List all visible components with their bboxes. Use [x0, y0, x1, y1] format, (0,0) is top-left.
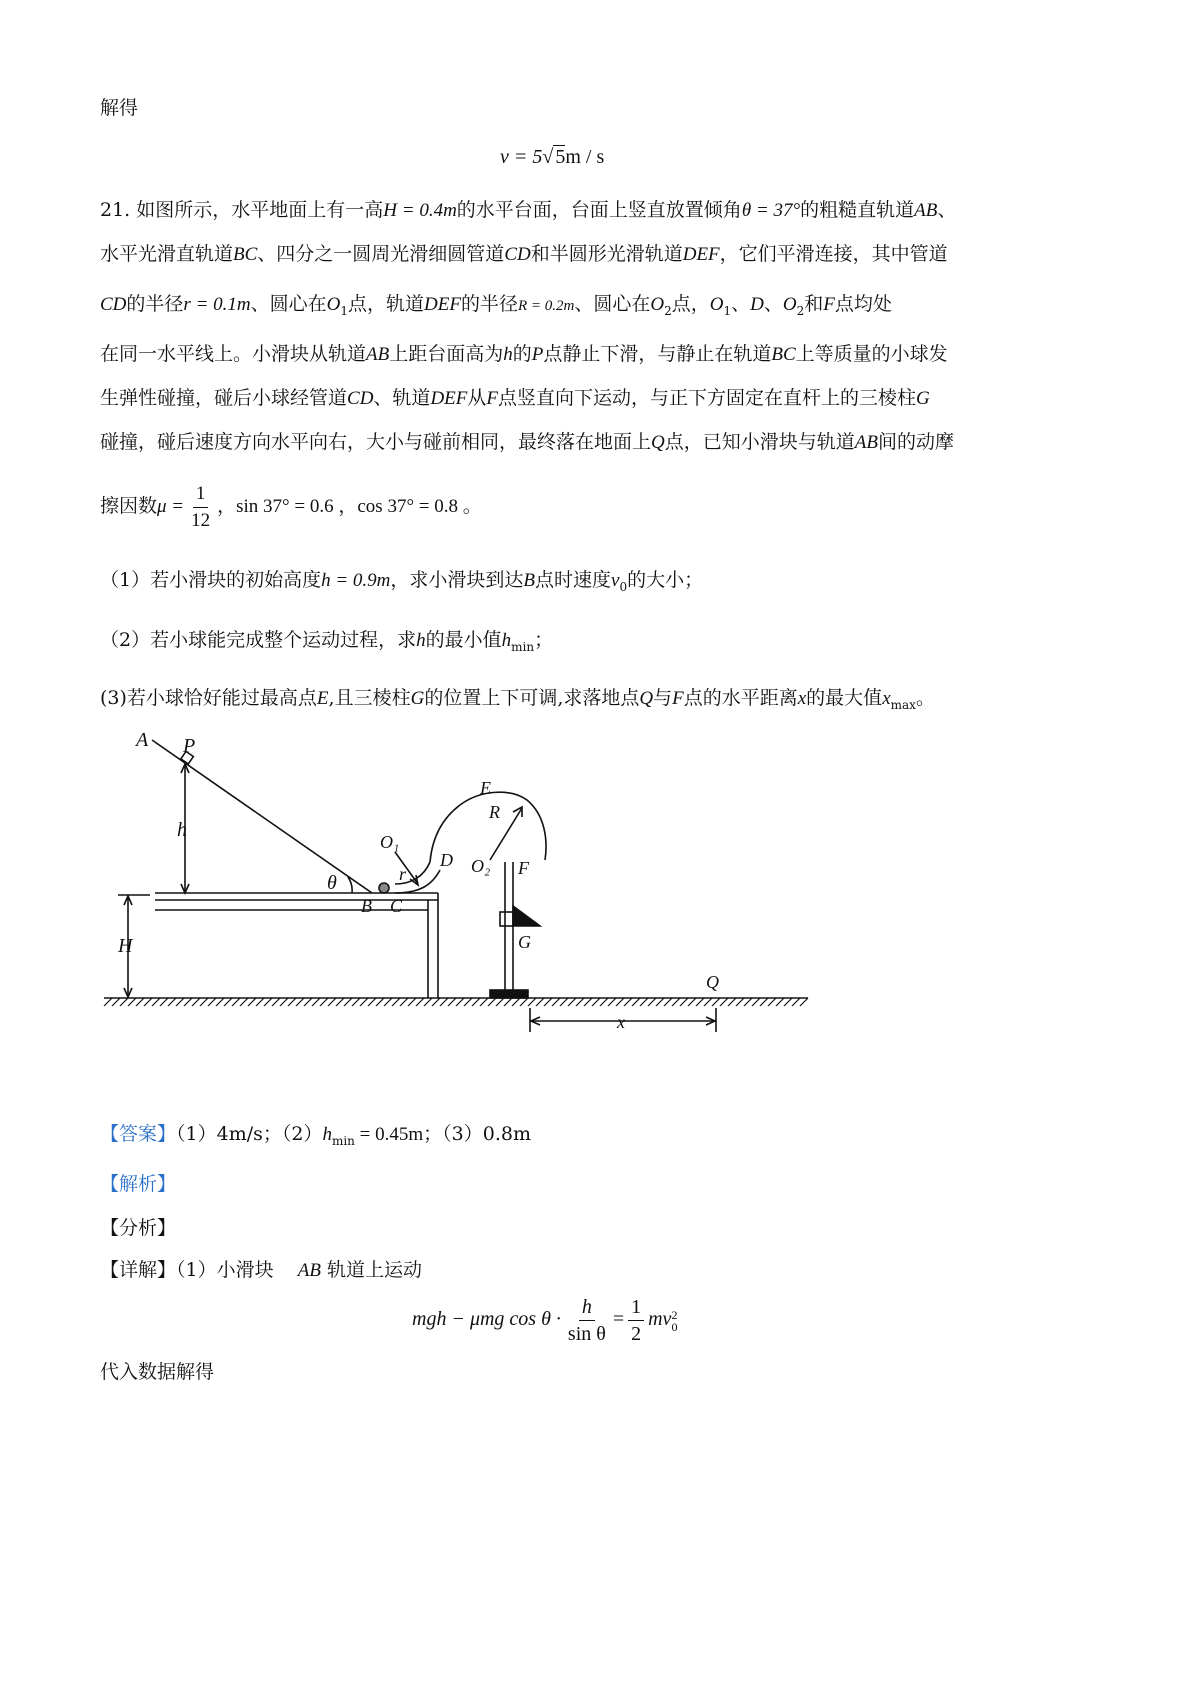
text: 水平光滑直轨道	[100, 243, 234, 265]
math: R = 0.2m	[517, 298, 575, 314]
ball	[379, 883, 389, 893]
math: G	[410, 688, 425, 709]
detail-line	[100, 1256, 422, 1285]
text: 点均处	[834, 293, 892, 315]
text: （2）若小球能完成整个运动过程，求	[100, 629, 417, 651]
half-fraction	[628, 1294, 644, 1347]
text: 擦因数	[100, 495, 158, 517]
text: （1）4m/s；（2）	[176, 1123, 323, 1145]
math: =	[612, 1308, 625, 1331]
text: 点的水平距离	[683, 687, 798, 709]
fenxi-tag: 【分析】	[100, 1217, 177, 1239]
text: 轨道上运动	[327, 1259, 423, 1281]
text: 、圆心在	[574, 293, 651, 315]
math: h	[416, 630, 426, 651]
text: 和半圆形光滑轨道	[530, 243, 683, 265]
math: D	[750, 294, 764, 315]
physics-diagram	[96, 729, 896, 1100]
math: CD	[504, 244, 531, 265]
num-text: h	[581, 1296, 592, 1318]
text: 点，	[671, 293, 710, 315]
text: 的半径	[126, 293, 184, 315]
problem-21-line-3	[100, 290, 892, 325]
math: O	[650, 294, 665, 315]
question-1	[100, 566, 703, 601]
math: AB	[854, 432, 878, 453]
math: h = 0.9m	[321, 570, 391, 591]
subsup	[671, 1309, 677, 1333]
math: mv	[648, 1308, 672, 1331]
punct: ；	[534, 629, 554, 651]
math: mgh − μmg cos θ ·	[412, 1308, 561, 1331]
text: 、圆心在	[250, 293, 327, 315]
math: v	[611, 570, 620, 591]
mu-fraction	[188, 481, 213, 534]
sub: 0	[619, 579, 628, 594]
answer-tag: 【答案】	[100, 1123, 177, 1145]
problem-21-line-6	[100, 428, 954, 457]
text: 点竖直向下运动，与正下方固定在直杆上的三棱柱	[498, 387, 917, 409]
num: 1	[193, 481, 209, 508]
text: 点时速度	[535, 569, 612, 591]
math: BC	[771, 344, 796, 365]
label-F: F	[518, 858, 529, 878]
math: H = 0.4m	[383, 200, 457, 221]
math: CD	[347, 388, 374, 409]
problem-21-line-2	[100, 240, 948, 269]
den-text: sin θ	[567, 1323, 606, 1345]
label-h: h	[177, 819, 187, 841]
text: （1）若小滑块的初始高度	[100, 569, 322, 591]
sub: 0	[671, 1319, 678, 1334]
substitute-line: 代入数据解得	[100, 1361, 215, 1383]
sub: max	[890, 697, 916, 712]
text: 的半径	[460, 293, 518, 315]
problem-21-line-7	[100, 478, 482, 535]
text: 的最小值	[425, 629, 502, 651]
num	[579, 1294, 595, 1321]
math: ，sin 37° = 0.6 ，cos 37° = 0.8 。	[217, 496, 482, 517]
math: = 0.45m	[354, 1124, 424, 1145]
problem-21-line-4	[100, 340, 948, 369]
label-Q: Q	[706, 972, 719, 992]
sub: 2	[664, 303, 672, 318]
sub: 2	[796, 303, 805, 318]
math: AB	[297, 1260, 321, 1281]
text: 点，已知小滑块与轨道	[664, 431, 855, 453]
label-A: A	[136, 729, 149, 751]
label-O2: O₂	[471, 856, 491, 876]
energy-equation	[412, 1294, 677, 1347]
math: h	[322, 1124, 332, 1145]
math: AB	[914, 200, 938, 221]
analysis-tag: 【解析】	[100, 1173, 177, 1195]
text: 、四分之一圆周光滑细圆管道	[257, 243, 505, 265]
math: h	[501, 630, 512, 651]
figure-labels	[117, 729, 719, 1032]
prism-clamp	[500, 912, 513, 926]
label-R: R	[489, 802, 500, 822]
math: x	[797, 688, 807, 709]
math: r = 0.1m	[183, 294, 251, 315]
punct: 。	[915, 687, 935, 709]
answer-line	[100, 1120, 531, 1155]
math: μ =	[157, 496, 185, 517]
math: O	[709, 294, 724, 315]
text: 碰撞，碰后速度方向水平向右，大小与碰前相同，最终落在地面上	[100, 431, 652, 453]
v-eq: v = 5	[500, 146, 543, 168]
text: 间的动摩	[877, 431, 954, 453]
prism-G	[513, 906, 540, 926]
text: 的最大值	[806, 687, 883, 709]
math: O	[326, 294, 341, 315]
math: DEF	[682, 244, 720, 265]
label-E: E	[480, 778, 491, 798]
math: DEF	[430, 388, 468, 409]
text: 点静止下滑，与静止在轨道	[543, 343, 772, 365]
math: O	[782, 294, 797, 315]
num: 1	[628, 1294, 644, 1321]
math: BC	[233, 244, 258, 265]
label-C: C	[390, 896, 403, 916]
text: 的粗糙直轨道	[800, 199, 915, 221]
velocity-equation	[500, 146, 604, 169]
label-D: D	[440, 850, 453, 870]
problem-21-line-1	[100, 196, 956, 225]
math: F	[486, 388, 498, 409]
text: ，求小滑块到达	[390, 569, 524, 591]
pole-base	[490, 990, 528, 998]
label-theta: θ	[327, 872, 337, 894]
text: 的水平台面，台面上竖直放置倾角	[456, 199, 742, 221]
text: （1）小滑块	[176, 1259, 274, 1281]
v-sqrt: 5	[555, 146, 566, 168]
den: 12	[191, 509, 211, 531]
sqrt-sign: √	[542, 146, 554, 168]
text: 点，轨道	[348, 293, 425, 315]
math: AB	[366, 344, 390, 365]
punct: 、	[937, 199, 957, 221]
text: ,且三棱柱	[328, 687, 411, 709]
label-O1: O₁	[380, 832, 400, 852]
text: 上等质量的小球发	[795, 343, 948, 365]
math: h	[503, 344, 513, 365]
math: P	[531, 344, 544, 365]
label-P: P	[183, 735, 196, 757]
label-H: H	[118, 935, 133, 957]
text: 的	[512, 343, 532, 365]
den: 2	[631, 1323, 642, 1345]
label-B: B	[361, 896, 372, 916]
math: CD	[100, 294, 127, 315]
math: Q	[651, 432, 665, 453]
math: F	[672, 688, 684, 709]
sub: 1	[340, 303, 348, 318]
detail-tag: 【详解】	[100, 1259, 177, 1281]
question-2	[100, 626, 553, 661]
ground-hatching	[104, 998, 808, 1006]
text: 的大小；	[627, 569, 704, 591]
sup: 2	[671, 1307, 678, 1322]
math: G	[916, 388, 930, 409]
solve-label: 解得	[100, 97, 139, 119]
sub: min	[511, 639, 535, 654]
text: ，它们平滑连接，其中管道	[719, 243, 948, 265]
text: 、轨道	[373, 387, 431, 409]
math: θ = 37°	[741, 200, 801, 221]
text: 在同一水平线上。小滑块从轨道	[100, 343, 367, 365]
punct: 、	[763, 293, 783, 315]
text: 如图所示，水平地面上有一高	[136, 199, 384, 221]
v-unit: m / s	[565, 146, 605, 168]
energy-fraction	[565, 1294, 609, 1347]
problem-number: 21.	[100, 199, 131, 221]
text: 与	[653, 687, 673, 709]
math: E	[316, 688, 329, 709]
text: 从	[467, 387, 487, 409]
label-r: r	[399, 864, 407, 884]
problem-21-line-5	[100, 384, 930, 413]
sub: 1	[723, 303, 732, 318]
label-G: G	[518, 932, 531, 952]
math: F	[823, 294, 835, 315]
math: Q	[639, 688, 654, 709]
text: 生弹性碰撞，碰后小球经管道	[100, 387, 348, 409]
math: DEF	[424, 294, 461, 315]
math: B	[523, 570, 536, 591]
text: (3)若小球恰好能过最高点	[100, 687, 317, 709]
text: 的位置上下可调,求落地点	[424, 687, 640, 709]
text: 上距台面高为	[389, 343, 504, 365]
den	[565, 1321, 609, 1347]
sub: min	[331, 1133, 355, 1148]
text: 和	[804, 293, 824, 315]
text: ；（3）0.8m	[423, 1123, 531, 1145]
math: x	[882, 688, 891, 709]
label-x: x	[617, 1012, 625, 1032]
question-3	[100, 684, 935, 719]
punct: 、	[731, 293, 751, 315]
